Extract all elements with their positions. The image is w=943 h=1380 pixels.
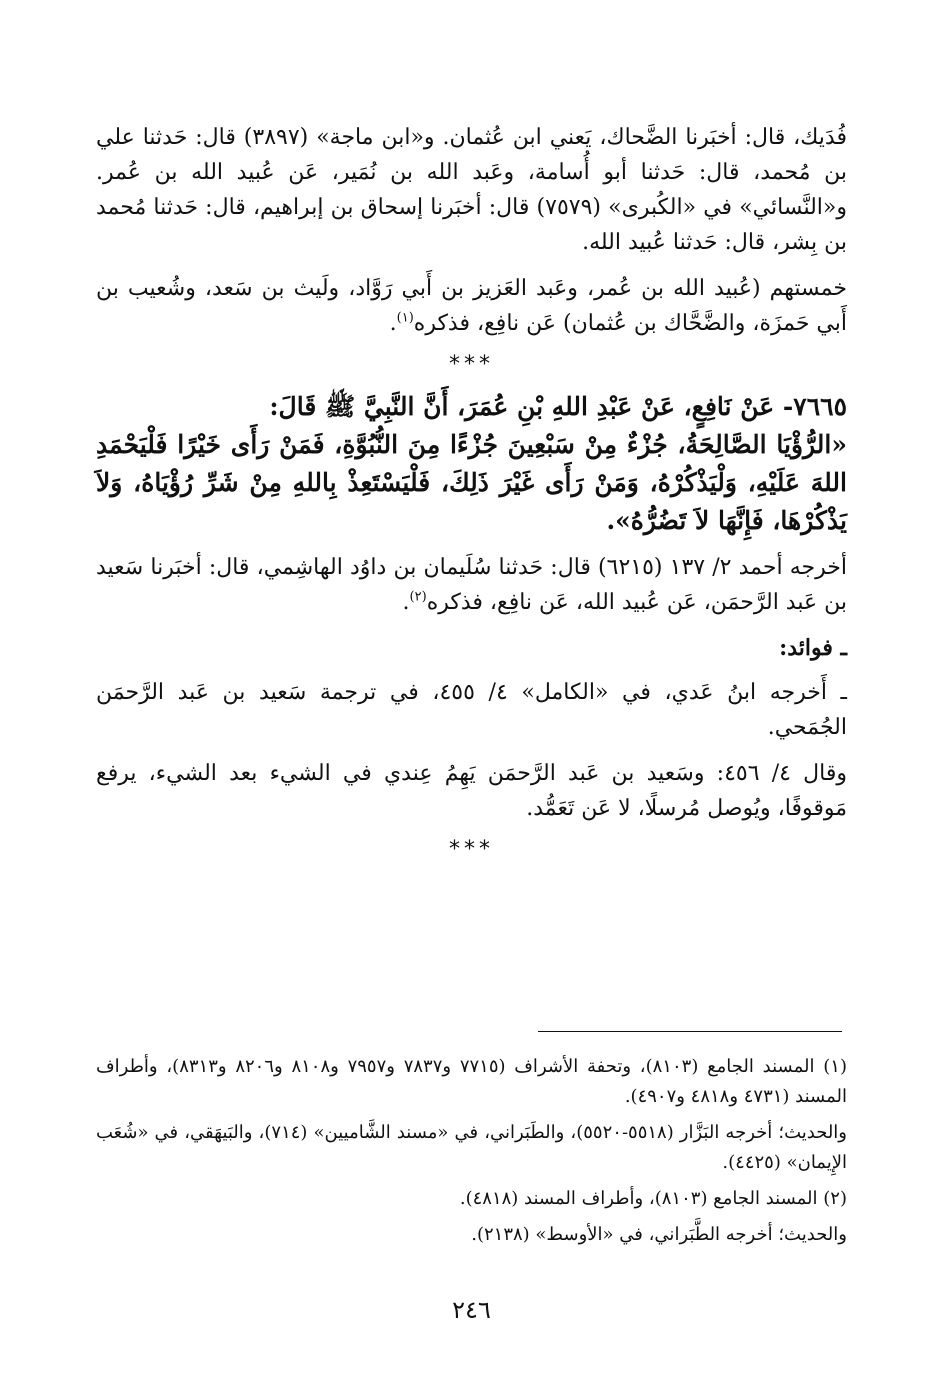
- main-text: [96, 120, 847, 873]
- paragraph-summary: [96, 271, 847, 341]
- footnote-separator: [538, 1031, 842, 1032]
- hadith-isnad: عَنْ نَافِعٍ، عَنْ عَبْدِ اللهِ بْنِ عُمَرَ، أَنَّ النَّبِيَّ ﷺ قَالَ:: [269, 392, 775, 421]
- fawaid-item-2: وقال ٤/ ٤٥٦: وسَعيد بن عَبد الرَّحمَن يَهِمُ عِندي في الشيء بعد الشيء، يرفع مَوقوفًا، ويُوصل مُرسلًا، لا عَن تَعَمُّد.: [96, 761, 848, 821]
- section-divider-stars: ***: [449, 352, 494, 377]
- fawaid-heading: ـ فوائد:: [779, 635, 847, 661]
- footnote-ref-2[interactable]: (٢): [409, 589, 427, 605]
- page-number: ٢٤٦: [452, 1296, 491, 1324]
- summary-text: خمستهم (عُبيد الله بن عُمر، وعَبد العَزيز بن أَبي رَوَّاد، ولَيث بن سَعد، وشُعيب بن أَبي حَمزَة، والضَّحَّاك بن عُثمان) عَن نافِع، فذكره: [96, 276, 847, 336]
- hadith-heading: [96, 388, 847, 426]
- hadith-matn: «الرُّؤْيَا الصَّالِحَةُ، جُزْءٌ مِنْ سَبْعِينَ جُزْءًا مِنَ النُّبُوَّةِ، فَمَنْ رَأَى خَيْرًا فَلْيَحْمَدِ اللهَ عَلَيْهِ، وَلْيَذْكُرْهُ، وَمَنْ رَأَى غَيْرَ ذَلِكَ، فَلْيَسْتَعِذْ بِاللهِ مِنْ شَرِّ رُؤْيَاهُ، وَلاَ يَذْكُرْهَا، فَإِنَّهَا لاَ تَضُرُّهُ».: [96, 430, 847, 535]
- summary-end: .: [389, 311, 397, 336]
- hadith-number: ٧٦٦٥-: [782, 392, 847, 421]
- footnote-1-continued: والحديث؛ أخرجه البَزَّار (٥٥١٨-٥٥٢٠)، والطَبَراني، في «مسند الشَّاميين» (٧١٤)، والبَيهَقي، في «شُعَب الإِيمان» (٤٤٢٥).: [96, 1122, 847, 1173]
- paragraph-sources: فُدَيك، قال: أخبَرنا الضَّحاك، يَعني ابن عُثمان. و«ابن ماجة» (٣٨٩٧) قال: حَدثنا علي بن مُحمد، قال: حَدثنا أبو أُسامة، وعَبد الله بن نُمَير، عَن عُبيد الله بن عُمر. و«النَّسائي» في «الكُبرى» (٧٥٧٩) قال: أخبَرنا إسحاق بن إبراهيم، قال: حَدثنا مُحمد بن بِشر، قال: حَدثنا عُبيد الله.: [96, 125, 847, 255]
- section-divider-stars-2: ***: [449, 837, 494, 862]
- footnote-ref-1[interactable]: (١): [396, 310, 414, 326]
- footnote-1: (١) المسند الجامع (٨١٠٣)، وتحفة الأشراف (٧٧١٥ و٧٨٣٧ و٧٩٥٧ و٨١٠٨ و٨٢٠٦ و٨٣١٣)، وأطراف المسند (٤٧٣١ و٤٨١٨ و٤٩٠٧).: [96, 1056, 847, 1107]
- footnote-2-continued: والحديث؛ أخرجه الطَّبَراني، في «الأوسط» (٢١٣٨).: [471, 1224, 847, 1245]
- footnote-2: (٢) المسند الجامع (٨١٠٣)، وأطراف المسند (٤٨١٨).: [459, 1188, 847, 1209]
- takhrij-text: أخرجه أحمد ٢/ ١٣٧ (٦٢١٥) قال: حَدثنا سُلَيمان بن داوُد الهاشِمي، قال: أخبَرنا سَعيد بن عَبد الرَّحمَن، عَن عُبيد الله، عَن نافِع، فذكره: [96, 555, 847, 615]
- paragraph-takhrij: [96, 550, 847, 620]
- takhrij-end: .: [402, 590, 410, 615]
- footnotes: [96, 1052, 847, 1256]
- fawaid-item-1: ـ أَخرجه ابنُ عَدي، في «الكامل» ٤/ ٤٥٥، في ترجمة سَعيد بن عَبد الرَّحمَن الجُمَحي.: [96, 680, 848, 740]
